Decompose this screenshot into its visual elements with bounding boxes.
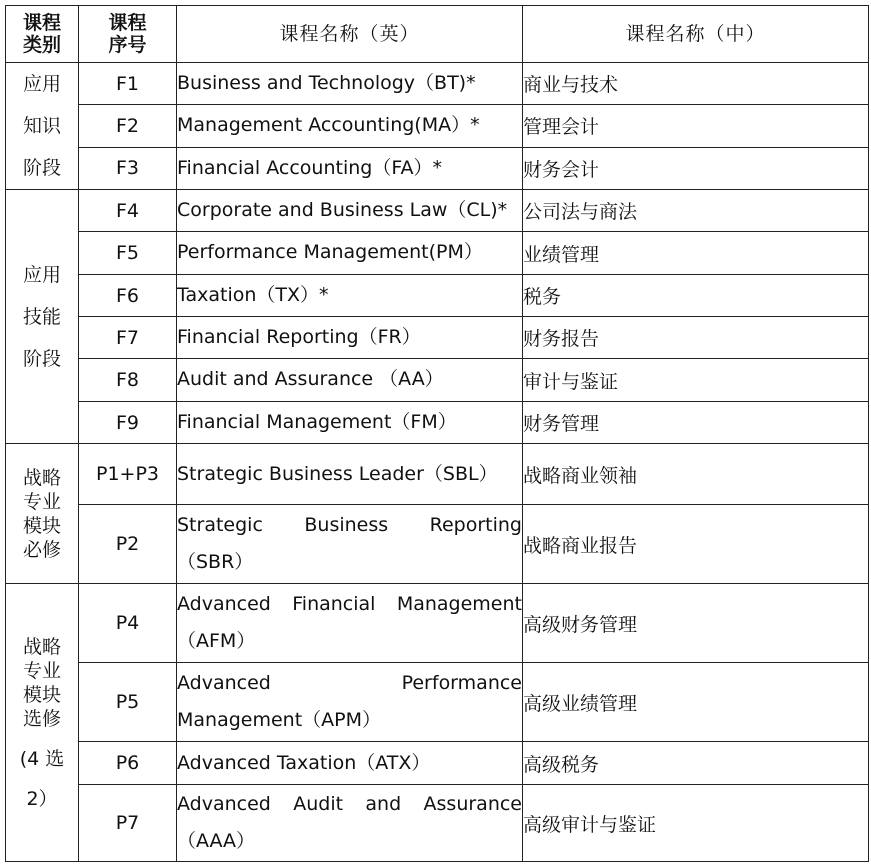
course-code: F6 [79, 275, 177, 317]
course-name-en: Advanced Taxation（ATX） [177, 742, 523, 785]
table-row [6, 505, 869, 584]
course-name-zh: 税务 [523, 275, 869, 317]
course-name-zh: 审计与鉴证 [523, 359, 869, 402]
header-name-zh: 课程名称（中） [523, 6, 869, 63]
course-code: F2 [79, 105, 177, 147]
course-name-zh: 高级税务 [523, 742, 869, 785]
header-row [6, 6, 869, 63]
table-row [6, 402, 869, 444]
course-code: F9 [79, 402, 177, 444]
course-code: F5 [79, 232, 177, 275]
course-name-en: Performance Management(PM） [177, 232, 523, 275]
header-category: 课程 类别 [6, 6, 79, 63]
table-row [6, 147, 869, 189]
course-name-en: Management Accounting(MA）* [177, 105, 523, 147]
category-cell: 战略 专业 模块 必修 [6, 444, 79, 584]
course-code: P1+P3 [79, 444, 177, 505]
course-name-en: Strategic Business Reporting （SBR） [177, 505, 523, 584]
course-name-zh: 财务报告 [523, 317, 869, 359]
table-row [6, 359, 869, 402]
course-code: P5 [79, 663, 177, 742]
course-name-en: Financial Reporting（FR） [177, 317, 523, 359]
category-cell: 战略 专业 模块 选修 (4 选 2） [6, 584, 79, 862]
course-name-zh: 战略商业领袖 [523, 444, 869, 505]
course-name-zh: 高级审计与鉴证 [523, 785, 869, 862]
course-name-en: Strategic Business Leader（SBL） [177, 444, 523, 505]
course-name-zh: 商业与技术 [523, 63, 869, 105]
course-name-en: Business and Technology（BT)* [177, 63, 523, 105]
course-name-en: Advanced Performance Management（APM） [177, 663, 523, 742]
table-row [6, 275, 869, 317]
table-row [6, 584, 869, 663]
course-name-zh: 高级财务管理 [523, 584, 869, 663]
course-name-zh: 业绩管理 [523, 232, 869, 275]
table-row [6, 190, 869, 232]
course-code: P6 [79, 742, 177, 785]
table-row [6, 63, 869, 105]
course-name-en: Corporate and Business Law（CL)* [177, 190, 523, 232]
category-cell: 应用 知识 阶段 [6, 63, 79, 190]
course-name-zh: 高级业绩管理 [523, 663, 869, 742]
course-name-zh: 公司法与商法 [523, 190, 869, 232]
table-row [6, 663, 869, 742]
course-code: P7 [79, 785, 177, 862]
course-code: F4 [79, 190, 177, 232]
course-name-zh: 战略商业报告 [523, 505, 869, 584]
table-row [6, 105, 869, 147]
course-table [5, 5, 869, 862]
table-row [6, 232, 869, 275]
course-name-en: Audit and Assurance （AA） [177, 359, 523, 402]
table-row [6, 742, 869, 785]
course-name-zh: 管理会计 [523, 105, 869, 147]
category-cell: 应用 技能 阶段 [6, 190, 79, 444]
course-code: F8 [79, 359, 177, 402]
course-code: F7 [79, 317, 177, 359]
table-row [6, 785, 869, 862]
table-row [6, 444, 869, 505]
course-code: P4 [79, 584, 177, 663]
header-name-en: 课程名称（英） [177, 6, 523, 63]
header-number: 课程 序号 [79, 6, 177, 63]
course-code: F3 [79, 147, 177, 189]
course-name-zh: 财务会计 [523, 147, 869, 189]
course-name-en: Financial Accounting（FA）* [177, 147, 523, 189]
table-row [6, 317, 869, 359]
course-code: P2 [79, 505, 177, 584]
course-name-en: Advanced Financial Management （AFM） [177, 584, 523, 663]
course-name-en: Advanced Audit and Assurance （AAA） [177, 785, 523, 862]
course-code: F1 [79, 63, 177, 105]
course-name-zh: 财务管理 [523, 402, 869, 444]
course-name-en: Taxation（TX）* [177, 275, 523, 317]
course-name-en: Financial Management（FM） [177, 402, 523, 444]
